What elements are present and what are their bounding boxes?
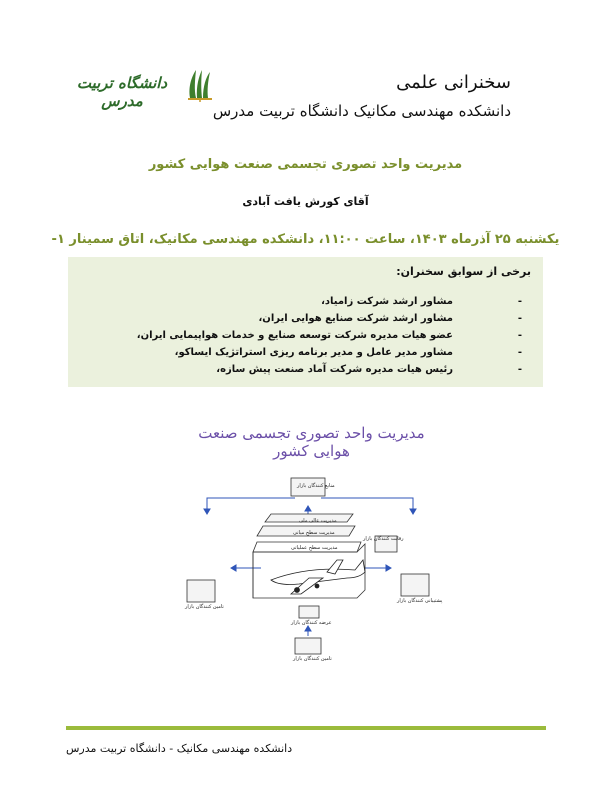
bio-item xyxy=(68,293,543,310)
label-top: منابع کنندگان بازار xyxy=(297,483,335,489)
footer-text: دانشکده مهندسی مکانیک - دانشگاه تربیت مدرس xyxy=(66,742,293,755)
bio-item xyxy=(68,310,543,327)
label-left: تامین کنندگان بازار xyxy=(185,604,224,610)
university-logo xyxy=(66,68,216,108)
bio-list xyxy=(68,293,543,378)
page-subtitle: دانشکده مهندسی مکانیک دانشگاه تربیت مدرس xyxy=(212,102,511,120)
talk-datetime: یکشنبه ۲۵ آذرماه ۱۴۰۳، ساعت ۱۱:۰۰، دانشکده مهندسی مکانیک، اتاق سمینار ۱- xyxy=(51,232,560,247)
label-layer2: مدیریت سطح میانی xyxy=(293,530,335,536)
dash-bullet: - xyxy=(517,313,523,324)
figure-title: مدیریت واحد تصوری تجسمی صنعت هوایی کشور xyxy=(198,424,425,460)
dash-bullet: - xyxy=(517,364,523,375)
dash-bullet: - xyxy=(517,347,523,358)
speaker-bio-box xyxy=(68,257,543,387)
page-title: سخنرانی علمی xyxy=(396,72,511,93)
label-right: پشتیبانی کنندگان بازار xyxy=(397,598,443,604)
dash-bullet: - xyxy=(517,296,523,307)
talk-title: مدیریت واحد تصوری تجسمی صنعت هوایی کشور xyxy=(148,157,463,172)
model-figure xyxy=(179,420,444,662)
bio-item-text: مشاور ارشد شرکت زامیاد، xyxy=(321,296,453,307)
label-layer3: مدیریت سطح عملیاتی xyxy=(291,545,338,551)
bio-item-text: مشاور ارشد شرکت صنایع هوایی ایران، xyxy=(258,313,453,324)
bio-item-text: مشاور مدیر عامل و مدیر برنامه ریزی استراتژیک ایساکو، xyxy=(174,347,453,358)
bio-item xyxy=(68,327,543,344)
bio-item-text: رئیس هیات مدیره شرکت آماد صنعت پیش سازه، xyxy=(216,364,453,375)
footer-divider xyxy=(66,726,546,730)
bio-item xyxy=(68,361,543,378)
speaker-name: آقای کورش یافت آبادی xyxy=(242,195,369,208)
bio-heading: برخی از سوابق سخنران: xyxy=(396,265,531,278)
bio-item xyxy=(68,344,543,361)
logo-text: دانشگاه تربیت مدرس xyxy=(76,74,168,110)
label-bottom2: تامین کنندگان بازار xyxy=(293,656,332,662)
label-right-top: رقابت کنندگان بازار xyxy=(363,536,404,542)
label-layer1: مدیریت عالی ملی xyxy=(299,518,337,524)
dash-bullet: - xyxy=(517,330,523,341)
label-bottom: عرضه کنندگان بازار xyxy=(291,620,332,626)
logo-mark-icon xyxy=(186,68,214,102)
bio-item-text: عضو هیات مدیره شرکت توسعه صنایع و خدمات هواپیمایی ایران، xyxy=(136,330,453,341)
